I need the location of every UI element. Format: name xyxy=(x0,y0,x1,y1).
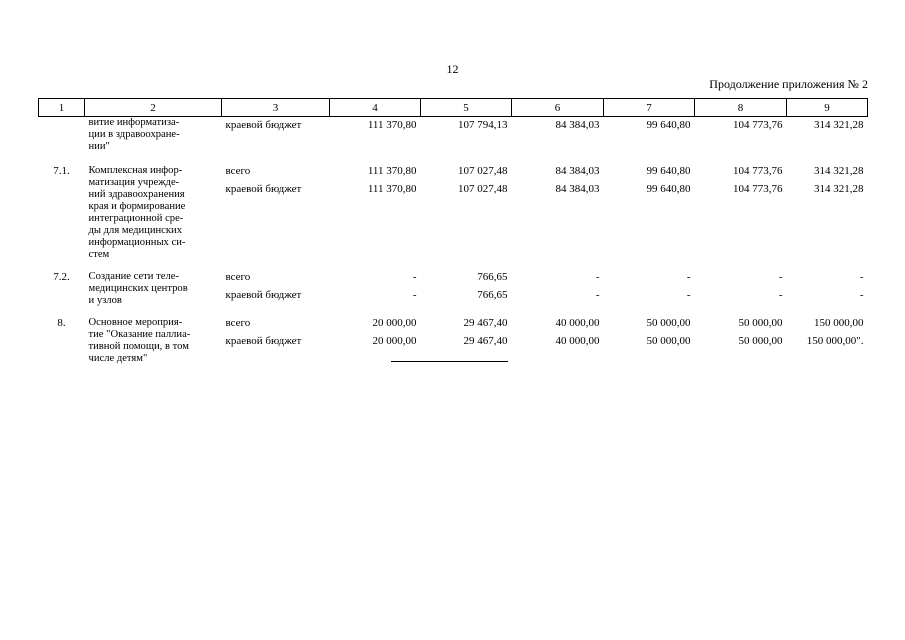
annex-title: Продолжение приложения № 2 xyxy=(709,77,868,91)
row-name xyxy=(85,117,222,158)
row-name xyxy=(85,311,222,369)
amount: - xyxy=(778,271,783,283)
value-cell xyxy=(330,265,421,311)
value-cell xyxy=(695,265,787,311)
amount: 50 000,00 xyxy=(738,317,783,329)
amount: 29 467,40 xyxy=(463,317,508,329)
value-cell xyxy=(695,311,787,369)
amount: 99 640,80 xyxy=(646,165,691,177)
row-number: 7.2. xyxy=(53,271,70,283)
amount: 29 467,40 xyxy=(463,335,508,347)
end-rule xyxy=(391,361,508,362)
column-header: 3 xyxy=(222,99,330,117)
funding-source-label: краевой бюджет xyxy=(225,289,302,301)
row-number xyxy=(39,117,85,158)
value-cell xyxy=(512,117,604,158)
amount: - xyxy=(412,289,417,301)
value-cell xyxy=(787,157,868,265)
amount: - xyxy=(778,289,783,301)
value-cell xyxy=(695,117,787,158)
amount: 104 773,76 xyxy=(733,165,783,177)
funding-source-label: краевой бюджет xyxy=(225,183,302,195)
row-number: 7.1. xyxy=(53,165,70,177)
column-header: 4 xyxy=(330,99,421,117)
amount: 104 773,76 xyxy=(733,183,783,195)
funding-source-label: всего xyxy=(225,271,251,283)
row-name-line: Основное мероприя- xyxy=(88,317,183,328)
amount: 104 773,76 xyxy=(733,119,783,131)
value-cell xyxy=(421,157,512,265)
row-name-line: края и формирование xyxy=(88,201,186,212)
funding-source-label: всего xyxy=(225,317,251,329)
row-name-line: стем xyxy=(88,249,110,260)
value-cell xyxy=(604,117,695,158)
column-header: 2 xyxy=(85,99,222,117)
funding-source xyxy=(222,157,330,265)
amount: - xyxy=(859,289,864,301)
table-row xyxy=(39,265,868,311)
value-cell xyxy=(330,157,421,265)
amount: 84 384,03 xyxy=(555,183,600,195)
table-row xyxy=(39,117,868,158)
column-header: 8 xyxy=(695,99,787,117)
funding-source-label: всего xyxy=(225,165,251,177)
funding-source xyxy=(222,117,330,158)
amount: - xyxy=(595,289,600,301)
row-name-line: информационных си- xyxy=(88,237,186,248)
amount: - xyxy=(859,271,864,283)
row-name-line: нии" xyxy=(88,141,110,152)
row-name-line: тивной помощи, в том xyxy=(88,341,189,352)
amount: 314 321,28 xyxy=(814,165,864,177)
row-name-line: ний здравоохранения xyxy=(88,189,185,200)
amount: 150 000,00 xyxy=(814,317,864,329)
funding-source-label: краевой бюджет xyxy=(225,119,302,131)
value-cell xyxy=(421,265,512,311)
amount: 150 000,00". xyxy=(806,335,864,347)
amount: 111 370,80 xyxy=(367,165,417,177)
amount: - xyxy=(686,289,691,301)
page-number: 12 xyxy=(446,62,459,76)
value-cell xyxy=(695,157,787,265)
value-cell xyxy=(787,311,868,369)
amount: 50 000,00 xyxy=(738,335,783,347)
column-header: 7 xyxy=(604,99,695,117)
amount: 50 000,00 xyxy=(646,335,691,347)
column-header-row xyxy=(39,99,868,117)
amount: - xyxy=(686,271,691,283)
amount: 111 370,80 xyxy=(367,119,417,131)
row-name-line: витие информатиза- xyxy=(88,117,180,128)
row-name xyxy=(85,265,222,311)
funding-source-label: краевой бюджет xyxy=(225,335,302,347)
row-name-line: медицинских центров xyxy=(88,283,188,294)
column-header: 1 xyxy=(39,99,85,117)
amount: 20 000,00 xyxy=(372,335,417,347)
amount: 107 027,48 xyxy=(458,183,508,195)
amount: 111 370,80 xyxy=(367,183,417,195)
value-cell xyxy=(604,311,695,369)
value-cell xyxy=(421,117,512,158)
amount: 40 000,00 xyxy=(555,335,600,347)
value-cell xyxy=(787,265,868,311)
value-cell xyxy=(512,311,604,369)
table-row xyxy=(39,157,868,265)
amount: - xyxy=(412,271,417,283)
amount: 766,65 xyxy=(477,271,508,283)
amount: 107 027,48 xyxy=(458,165,508,177)
row-name-line: интеграционной сре- xyxy=(88,213,184,224)
amount: 84 384,03 xyxy=(555,165,600,177)
row-name-line: матизация учрежде- xyxy=(88,177,180,188)
column-header: 6 xyxy=(512,99,604,117)
amount: 84 384,03 xyxy=(555,119,600,131)
row-name xyxy=(85,157,222,265)
row-number: 8. xyxy=(57,317,66,329)
row-name-line: Создание сети теле- xyxy=(88,271,179,282)
row-name-line: и узлов xyxy=(88,295,122,306)
value-cell xyxy=(604,157,695,265)
column-header: 9 xyxy=(787,99,868,117)
amount: 50 000,00 xyxy=(646,317,691,329)
budget-table xyxy=(38,98,868,369)
row-name-line: Комплексная инфор- xyxy=(88,165,183,176)
value-cell xyxy=(787,117,868,158)
funding-source xyxy=(222,311,330,369)
amount: 40 000,00 xyxy=(555,317,600,329)
amount: 20 000,00 xyxy=(372,317,417,329)
row-name-line: ции в здравоохране- xyxy=(88,129,180,140)
amount: - xyxy=(595,271,600,283)
row-name-line: ды для медицинских xyxy=(88,225,183,236)
value-cell xyxy=(512,265,604,311)
amount: 314 321,28 xyxy=(814,183,864,195)
amount: 99 640,80 xyxy=(646,183,691,195)
column-header: 5 xyxy=(421,99,512,117)
amount: 314 321,28 xyxy=(814,119,864,131)
value-cell xyxy=(330,117,421,158)
value-cell xyxy=(604,265,695,311)
amount: 99 640,80 xyxy=(646,119,691,131)
funding-source xyxy=(222,265,330,311)
row-name-line: числе детям" xyxy=(88,353,148,364)
value-cell xyxy=(512,157,604,265)
amount: 107 794,13 xyxy=(458,119,508,131)
row-name-line: тие "Оказание паллиа- xyxy=(88,329,191,340)
amount: 766,65 xyxy=(477,289,508,301)
